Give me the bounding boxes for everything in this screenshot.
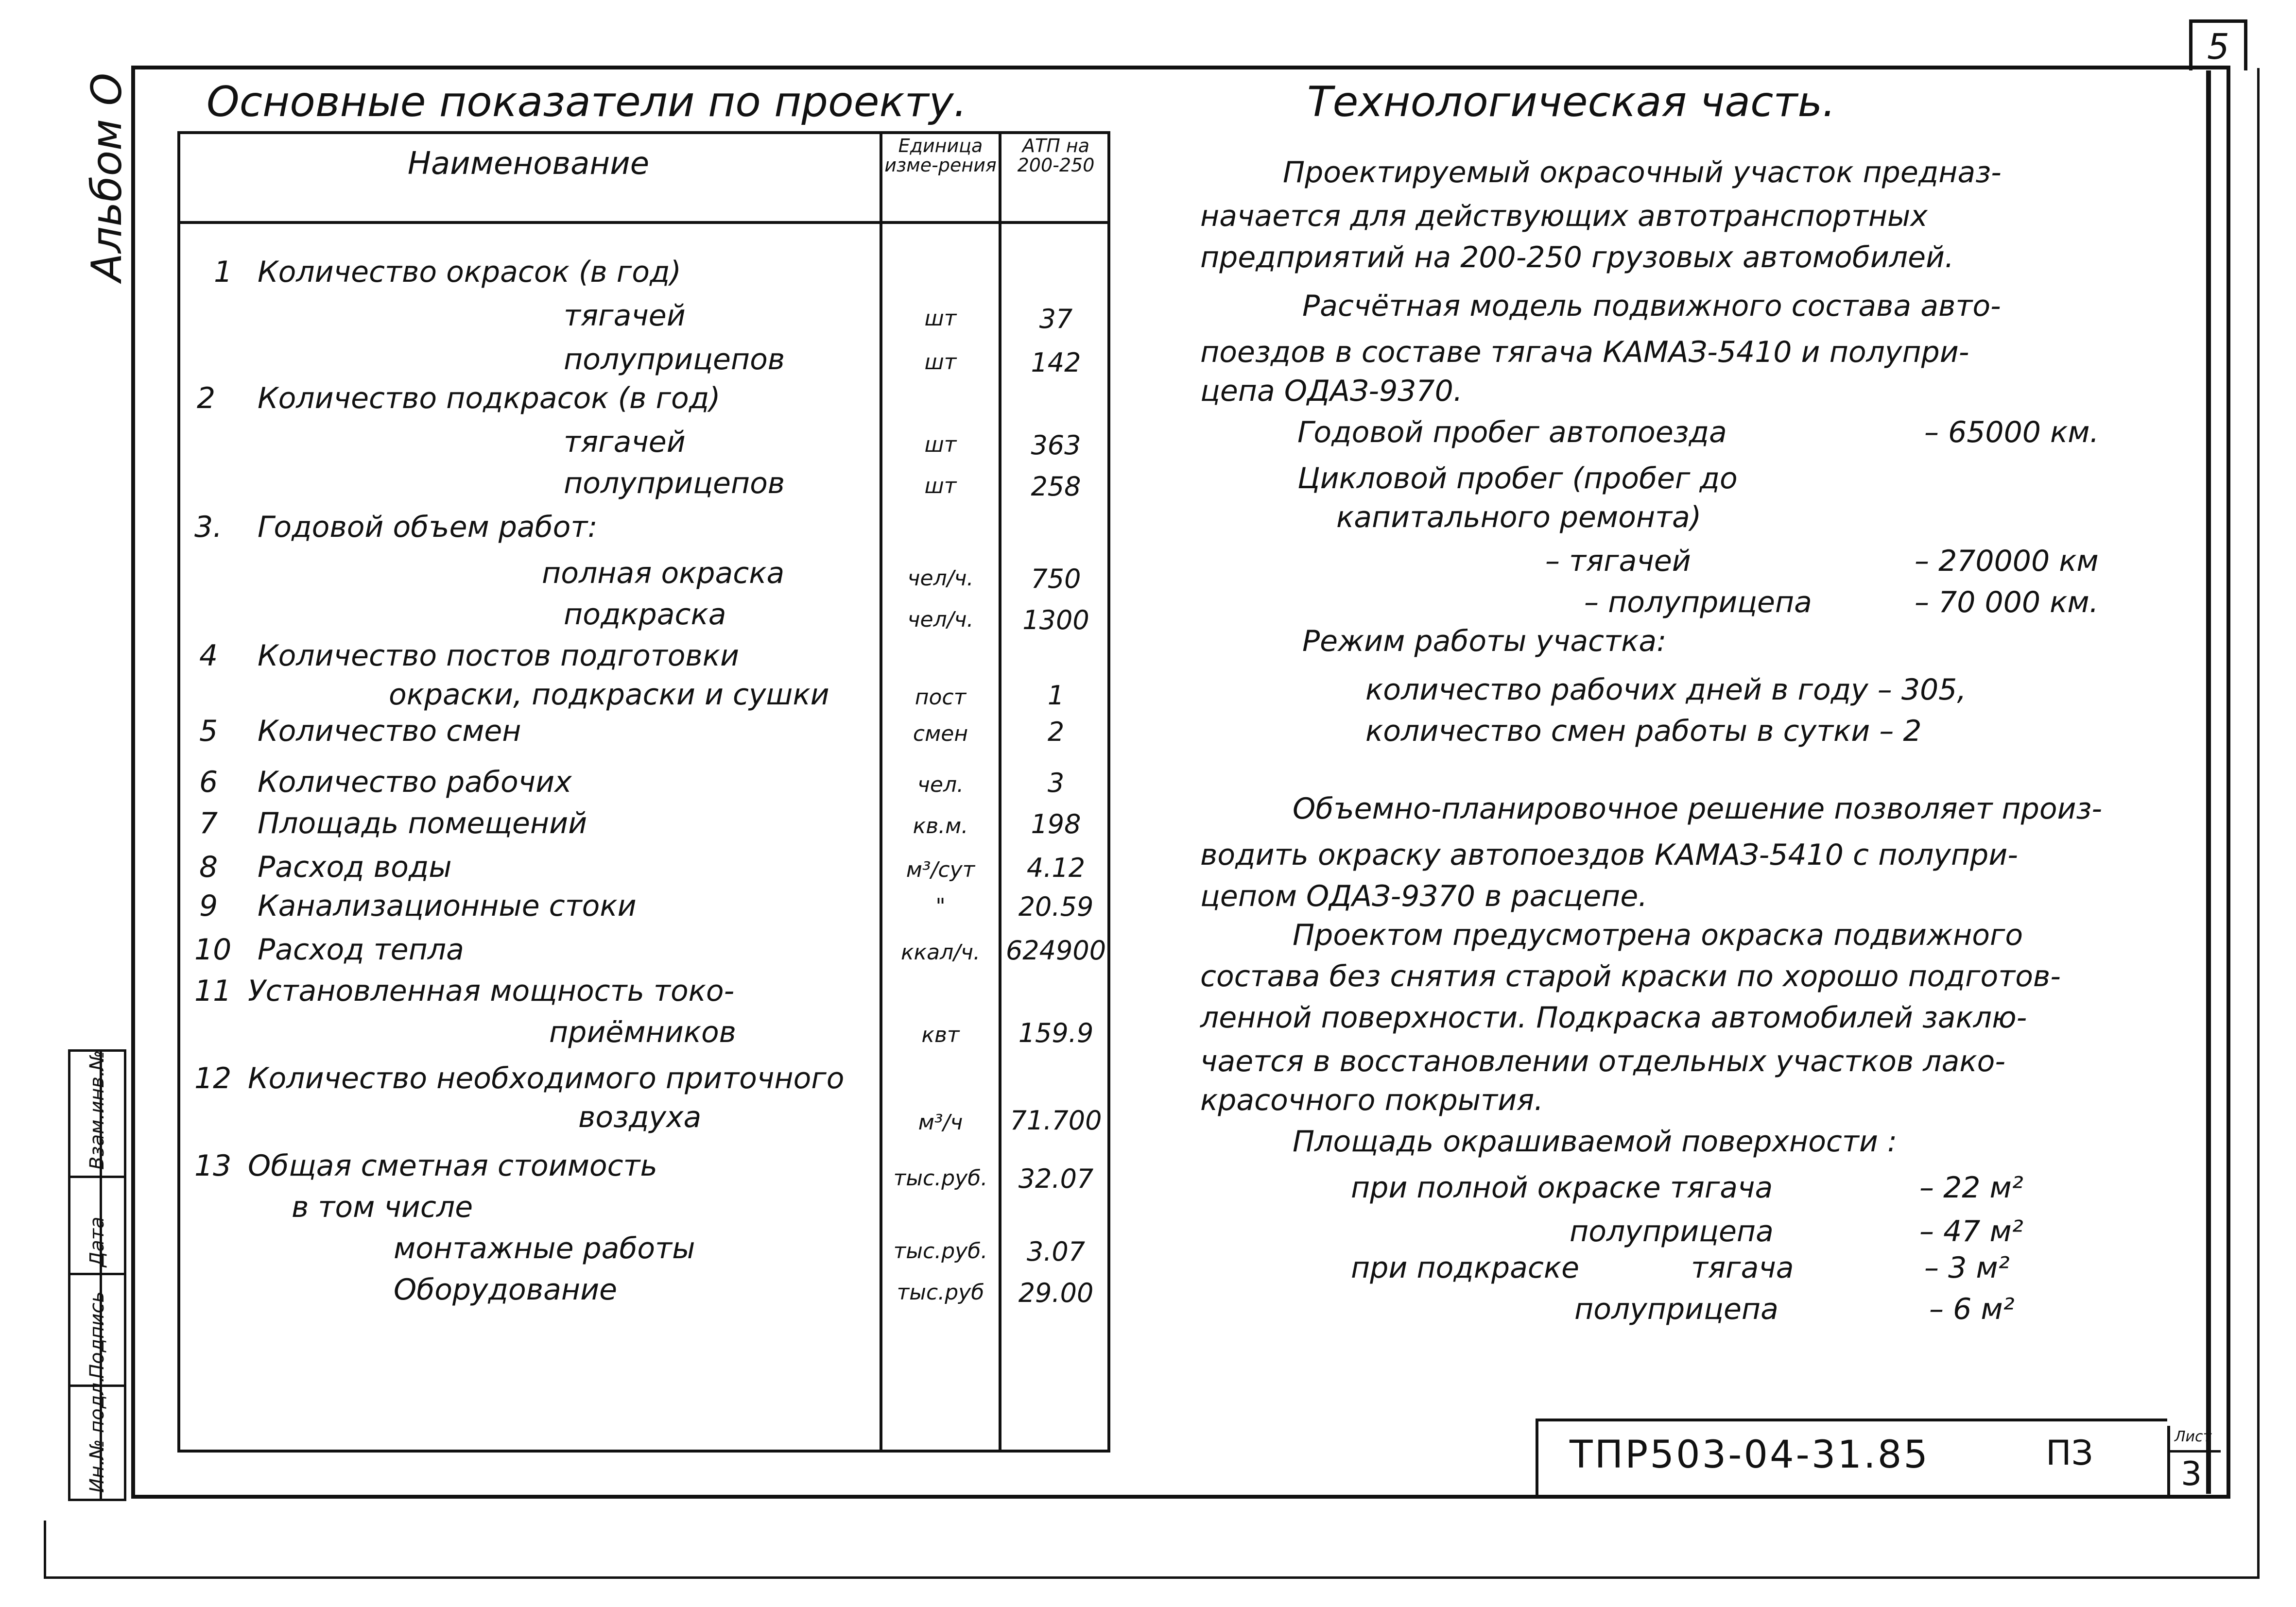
row-unit: тыс.руб <box>897 1280 984 1305</box>
row-value: 3 <box>1047 768 1065 798</box>
row-number: 13 <box>194 1149 232 1183</box>
text-line: Площадь окрашиваемой поверхности : <box>1293 1125 1898 1159</box>
text-line: – тягачей <box>1545 544 1691 578</box>
row-text: тягачей <box>564 299 686 333</box>
row-number: 1 <box>214 255 233 289</box>
text-line: – 65000 км. <box>1924 415 2099 449</box>
text-line: состава без снятия старой краски по хорошо подготов- <box>1200 959 2061 993</box>
row-value: 159.9 <box>1018 1018 1094 1048</box>
text-line: количество рабочих дней в году – 305, <box>1365 673 1967 707</box>
row-number: 11 <box>194 974 232 1008</box>
row-number: 9 <box>199 889 218 923</box>
row-text: тягачей <box>564 425 686 459</box>
row-text: Количество постов подготовки <box>258 639 740 673</box>
row-value: 1 <box>1047 680 1065 711</box>
row-value: 363 <box>1031 430 1081 461</box>
row-number: 2 <box>197 381 216 415</box>
text-line: количество смен работы в сутки – 2 <box>1365 714 1922 748</box>
text-line: водить окраску автопоездов КАМАЗ-5410 с полупри- <box>1200 838 2018 872</box>
row-unit: " <box>935 894 946 919</box>
stamp-cell: Ин.№ подл. <box>86 1376 108 1493</box>
header-atp: АТП на 200-250 <box>1017 135 1095 176</box>
text-line: Проектируемый окрасочный участок предназ- <box>1283 155 2002 189</box>
text-line: Объемно-планировочное решение позволяет произ- <box>1293 792 2103 826</box>
document-code: ТПР503-04-31.85 <box>1570 1433 1930 1477</box>
row-unit: чел. <box>917 772 964 797</box>
row-text: Количество рабочих <box>258 765 572 799</box>
stamp-cell: Подпись <box>70 1275 124 1387</box>
text-line: цепа ОДАЗ-9370. <box>1200 374 1463 408</box>
text-line: предприятий на 200-250 грузовых автомобилей. <box>1200 240 1954 274</box>
row-unit: пост <box>915 685 967 710</box>
row-unit: шт <box>924 350 957 375</box>
page-number: 5 <box>2189 19 2247 70</box>
row-unit: м³/ч <box>918 1110 963 1135</box>
text-line: – 270000 км <box>1915 544 2099 578</box>
row-unit: м³/сут <box>906 857 975 882</box>
sheet-label: Лист <box>2175 1428 2212 1445</box>
row-text: в том числе <box>292 1190 473 1224</box>
row-unit: ккал/ч. <box>900 940 981 965</box>
header-unit: Единица изме-рения <box>884 135 997 176</box>
row-text: Оборудование <box>394 1273 617 1307</box>
frame-right-band <box>2206 70 2211 1494</box>
row-text: Количество необходимого приточного <box>248 1061 845 1095</box>
row-value: 71.700 <box>1010 1105 1102 1136</box>
text-line: поездов в составе тягача КАМАЗ-5410 и полупри- <box>1200 335 1969 369</box>
row-text: Установленная мощность токо- <box>248 974 735 1008</box>
row-text: Канализационные стоки <box>258 889 637 923</box>
row-text: монтажные работы <box>394 1231 695 1265</box>
text-line: – 47 м² <box>1919 1214 2023 1248</box>
text-line: ленной поверхности. Подкраска автомобилей заклю- <box>1200 1001 2027 1035</box>
outer-border-right <box>2257 68 2260 1579</box>
text-line: цепом ОДАЗ-9370 в расцепе. <box>1200 879 1648 913</box>
row-number: 5 <box>199 714 218 748</box>
row-text: окраски, подкраски и сушки <box>389 678 829 712</box>
row-text: полуприцепов <box>564 342 785 376</box>
row-unit: чел/ч. <box>907 607 974 632</box>
approval-stamp-strip <box>68 1049 126 1501</box>
text-line: капитального ремонта) <box>1336 500 1702 534</box>
row-text: Количество смен <box>258 714 521 748</box>
text-line: – 3 м² <box>1924 1251 2010 1285</box>
text-line: Годовой пробег автопоезда <box>1297 415 1727 449</box>
row-unit: шт <box>924 432 957 457</box>
row-unit: шт <box>924 306 957 331</box>
row-unit: тыс.руб. <box>893 1239 988 1264</box>
row-number: 3. <box>194 510 223 544</box>
row-value: 2 <box>1047 717 1065 747</box>
row-unit: тыс.руб. <box>893 1166 988 1191</box>
row-number: 4 <box>199 639 218 673</box>
sheet-number: 3 <box>2181 1455 2202 1493</box>
row-text: полуприцепов <box>564 466 785 500</box>
row-unit: шт <box>924 474 957 498</box>
row-text: Количество подкрасок (в год) <box>258 381 721 415</box>
row-unit: квт <box>921 1023 960 1047</box>
text-line: при полной окраске тягача <box>1351 1171 1773 1205</box>
table-header-divider <box>177 221 1110 224</box>
row-text: приёмников <box>549 1015 737 1049</box>
row-value: 37 <box>1039 304 1073 334</box>
row-unit: чел/ч. <box>907 566 974 591</box>
row-number: 6 <box>199 765 218 799</box>
header-name: Наименование <box>407 146 650 182</box>
text-line: полуприцепа <box>1574 1292 1778 1326</box>
text-line: – 22 м² <box>1919 1171 2023 1205</box>
row-value: 32.07 <box>1018 1163 1094 1194</box>
row-value: 3.07 <box>1026 1236 1086 1267</box>
row-value: 29.00 <box>1018 1278 1094 1308</box>
text-line: Расчётная модель подвижного состава авто- <box>1302 289 2001 323</box>
row-text: Площадь помещений <box>258 806 587 840</box>
row-number: 7 <box>199 806 218 840</box>
album-label: Альбом О <box>83 72 131 282</box>
row-value: 198 <box>1031 809 1081 839</box>
text-line: Проектом предусмотрена окраска подвижного <box>1293 918 2023 952</box>
tech-part-title: Технологическая часть. <box>1307 78 1836 126</box>
row-value: 4.12 <box>1026 853 1086 883</box>
row-value: 142 <box>1031 347 1081 378</box>
row-text: Расход тепла <box>258 933 464 967</box>
row-value: 258 <box>1031 471 1081 502</box>
text-line: Цикловой пробег (пробег до <box>1297 462 1738 496</box>
sheet-cell-divider <box>2167 1450 2221 1453</box>
text-line: чается в восстановлении отдельных участков лако- <box>1200 1044 2006 1078</box>
row-number: 10 <box>194 933 232 967</box>
row-text: Расход воды <box>258 850 452 884</box>
text-line: начается для действующих автотранспортных <box>1200 199 1928 233</box>
row-unit: смен <box>913 721 968 746</box>
text-line: Режим работы участка: <box>1302 624 1667 658</box>
text-line: при подкраске <box>1351 1251 1580 1285</box>
text-line: полуприцепа <box>1570 1214 1774 1248</box>
text-line: – 6 м² <box>1929 1292 2015 1326</box>
row-number: 12 <box>194 1061 232 1095</box>
row-text: воздуха <box>578 1100 702 1134</box>
row-value: 624900 <box>1005 935 1106 966</box>
row-text: Годовой объем работ: <box>258 510 598 544</box>
stamp-cell: Взам.инв.№ <box>70 1052 124 1178</box>
document-stage: ПЗ <box>2046 1433 2093 1473</box>
row-text: Количество окрасок (в год) <box>258 255 681 289</box>
row-unit: кв.м. <box>913 814 968 838</box>
text-line: тягача <box>1691 1251 1794 1285</box>
row-number: 8 <box>199 850 218 884</box>
row-text: подкраска <box>564 598 726 632</box>
row-value: 750 <box>1031 564 1081 594</box>
row-text: Общая сметная стоимость <box>248 1149 657 1183</box>
outer-border-left <box>44 1521 46 1576</box>
row-value: 1300 <box>1022 605 1089 635</box>
outer-border-bottom <box>44 1576 2260 1579</box>
text-line: – полуприцепа <box>1584 585 1812 619</box>
indicators-title: Основные показатели по проекту. <box>207 78 967 126</box>
text-line: – 70 000 км. <box>1915 585 2099 619</box>
row-value: 20.59 <box>1018 891 1094 922</box>
row-text: полная окраска <box>542 556 785 590</box>
text-line: красочного покрытия. <box>1200 1083 1544 1117</box>
stamp-cell: Дата <box>70 1178 124 1275</box>
